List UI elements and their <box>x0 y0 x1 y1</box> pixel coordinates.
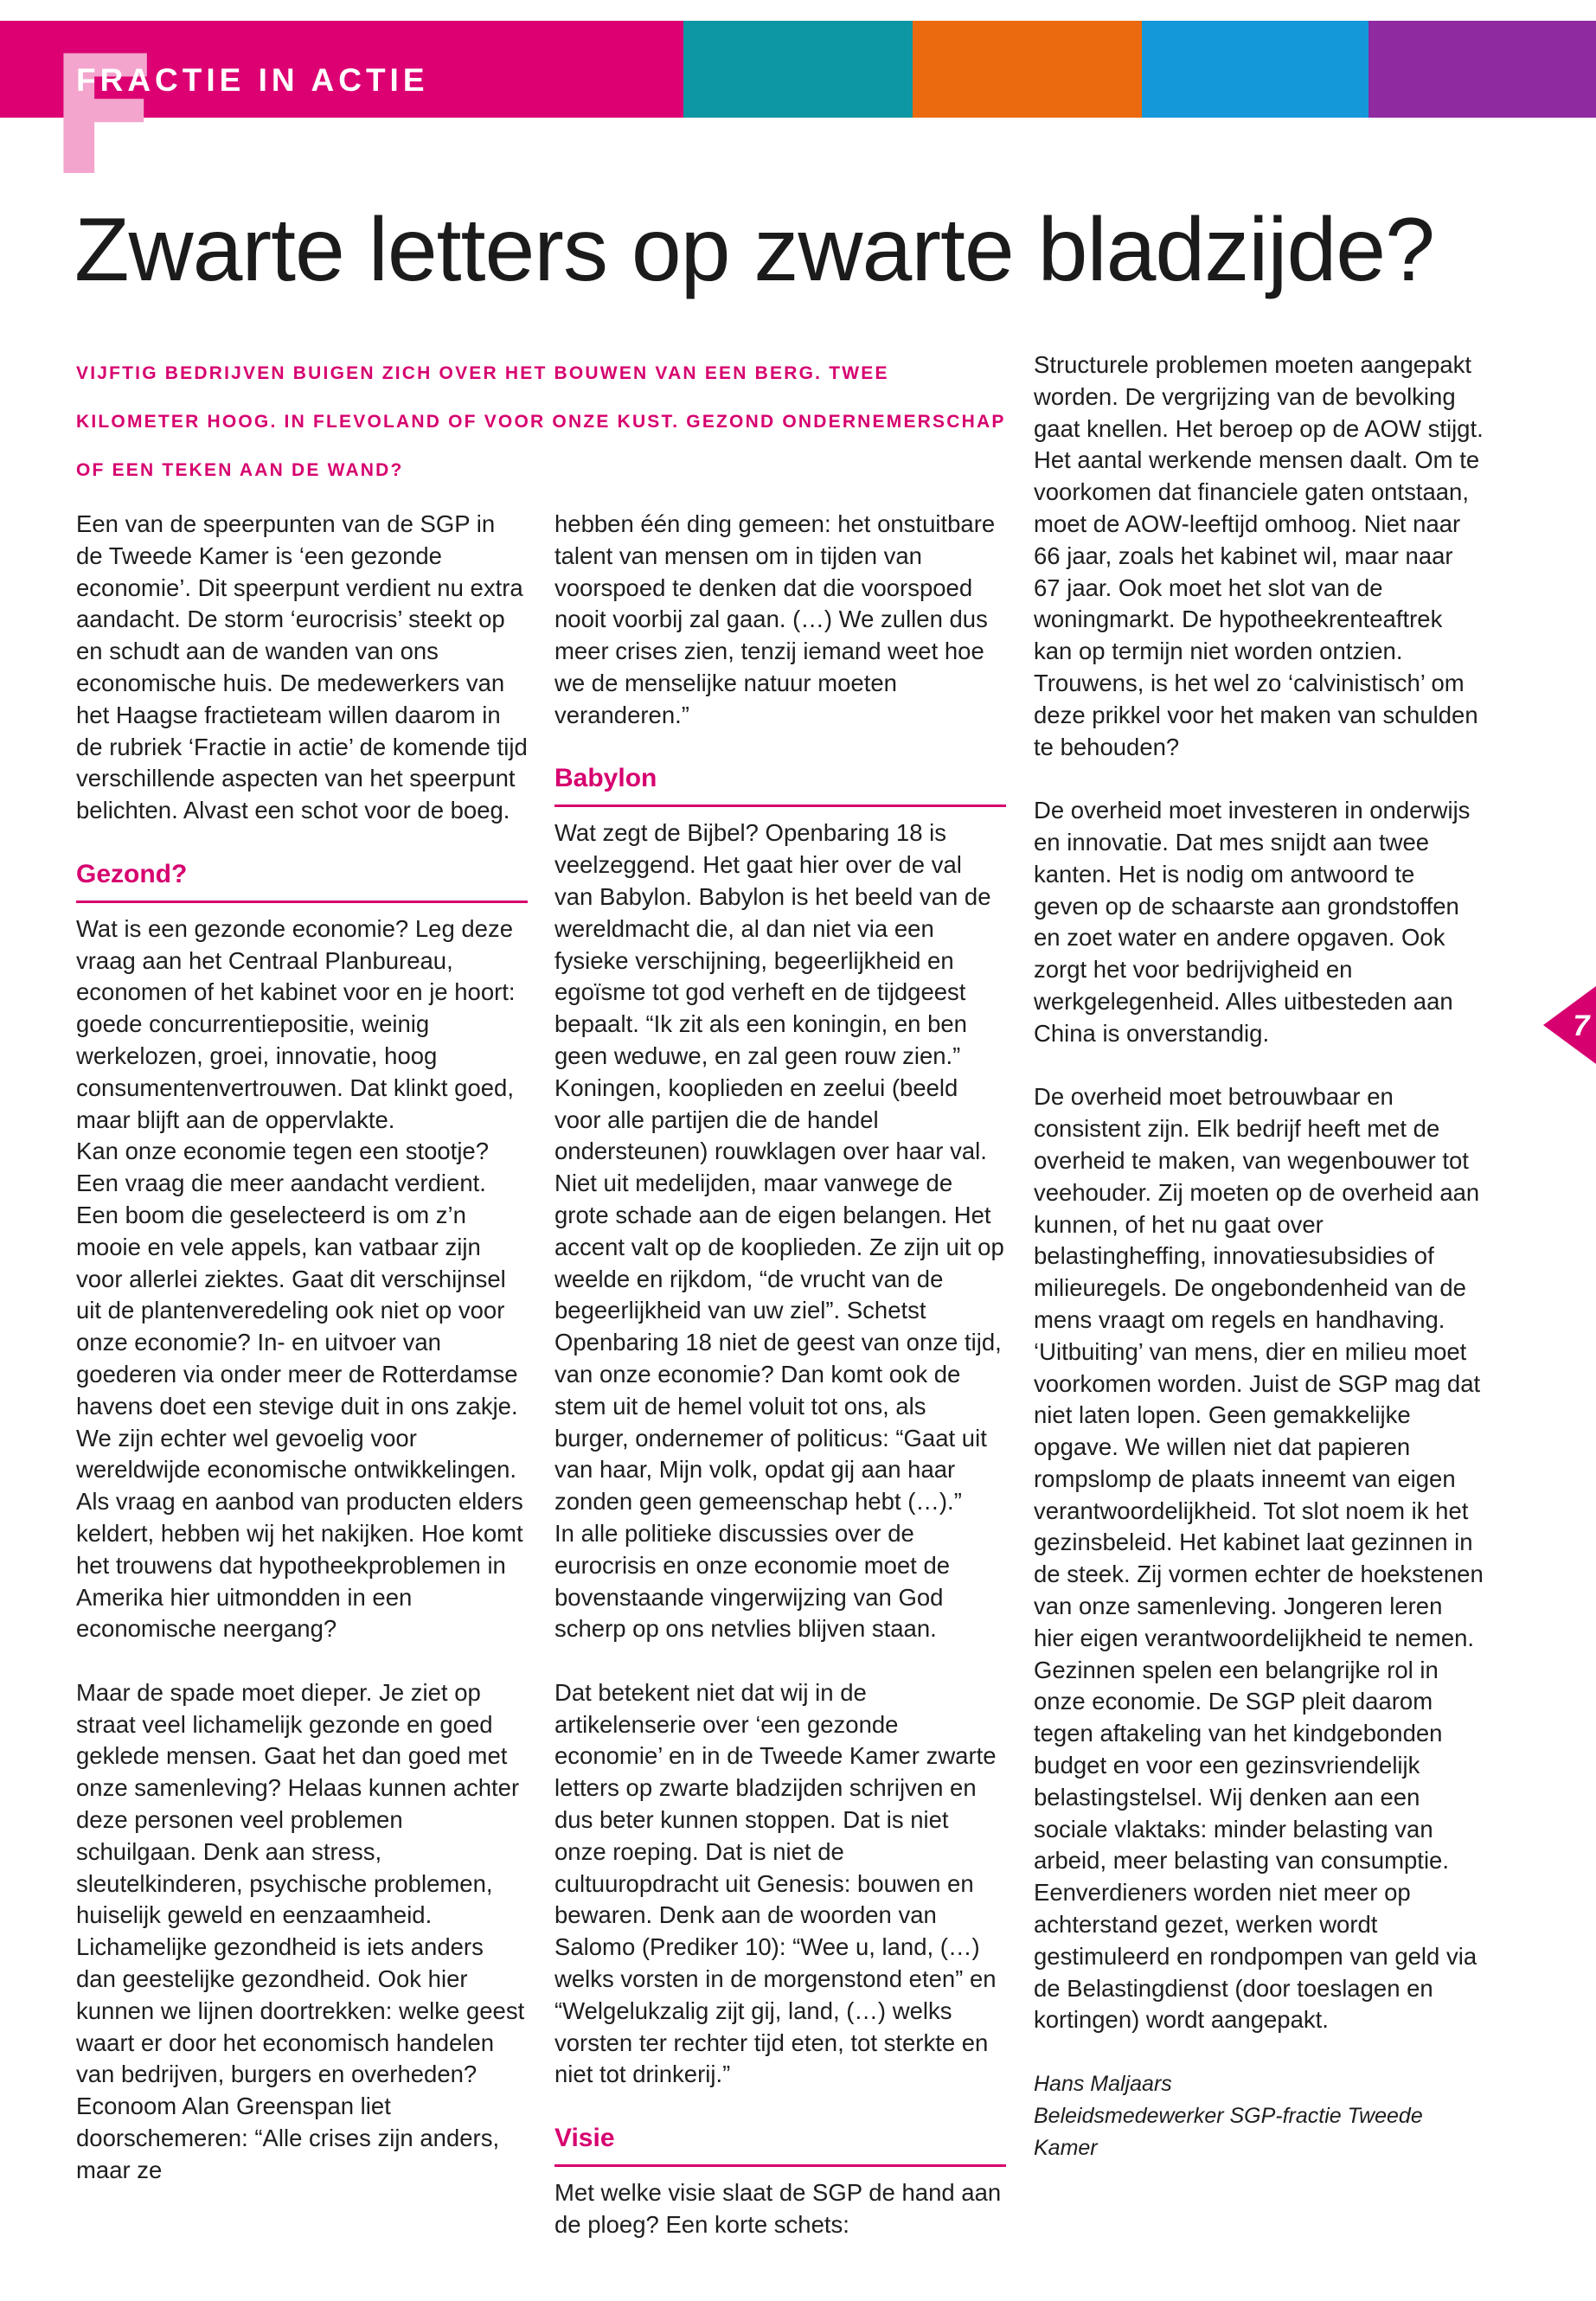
page-number: 7 <box>1573 1009 1590 1042</box>
paragraph: De overheid moet betrouwbaar en consistent zijn. Elk bedrijf heeft met de overheid te maken, van wegenbouwer tot veehouder. Zij moeten op de overheid aan kunnen, of het nu gaat over belastingheffing, innovatiesubsidies of milieuregels. De ongebondenheid van de mens vraagt om regels en handhaving. ‘Uitbuiting’ van mens, dier en milieu moet voorkomen worden. Juist de SGP mag dat niet laten lopen. Geen gemakkelijke opgave. We willen niet dat papieren rompslomp de plaats inneemt van eigen verantwoordelijkheid. Tot slot noem ik het gezinsbeleid. Het kabinet laat gezinnen in de steek. Zij vormen echter de hoekstenen van onze samenleving. Jongeren leren hier eigen verantwoordelijkheid te nemen. Gezinnen spelen een belangrijke rol in onze economie. De SGP pleit daarom tegen aftakeling van het kindgebonden budget en voor een gezinsvriendelijk belastingstelsel. Wij denken aan een sociale vlaktaks: minder belasting van arbeid, meer belasting van consumptie. Eenverdieners worden niet meer op achterstand gezet, werken wordt gestimuleerd en rondpompen van geld via de Belastingdienst (door toeslagen en kortingen) wordt aangepakt. <box>1034 1083 1484 2034</box>
subheading-babylon: Babylon <box>554 763 1006 807</box>
section-initial: F <box>48 21 161 212</box>
subheading-visie: Visie <box>554 2123 1006 2167</box>
header-band-blue <box>1142 21 1368 118</box>
paragraph: Wat is een gezonde economie? Leg deze vraag aan het Centraal Planbureau, economen of het kabinet voor en je hoort: goede concurrentiepositie, weinig werkelozen, groei, innovatie, hoog consumentenvertrouwen. Dat klinkt goed, maar blijft aan de oppervlakte. <box>76 914 516 1133</box>
header-band-orange <box>913 21 1142 118</box>
author-name: Hans Maljaars <box>1034 2072 1172 2097</box>
column-1 <box>76 509 528 2187</box>
paragraph: Dat betekent niet dat wij in de artikelenserie over ‘een gezonde economie’ en in de Tweede Kamer zwarte letters op zwarte bladzijden schrijven en dus beter kunnen stoppen. Dat is niet onze roeping. Dat is niet de cultuuropdracht uit Genesis: bouwen en bewaren. Denk aan de woorden van Salomo (Prediker 10): “Wee u, land, (…) welks vorsten in de morgenstond eten” en “Welgelukzalig zijt gij, land, (…) welks vorsten ter rechter tijd eten, tot sterkte en niet tot drinkerij.” <box>554 1678 997 2088</box>
paragraph: De overheid moet investeren in onderwijs en innovatie. Dat mes snijdt aan twee kanten. Het is nodig om antwoord te geven op de schaarste aan grondstoffen en zoet water en andere opgaven. Ook zorgt het voor bedrijvigheid en werkgelegenheid. Alles uitbesteden aan China is onverstandig. <box>1034 797 1471 1047</box>
paragraph: Structurele problemen moeten aangepakt worden. De vergrijzing van de bevolking gaat knellen. Het beroep op de AOW stijgt. Het aantal werkende mensen daalt. Om te voorkomen dat financiele gaten ontstaan, moet de AOW-leeftijd omhoog. Niet naar 66 jaar, zoals het kabinet wil, maar naar 67 jaar. Ook moet het slot van de woningmarkt. De hypotheekrenteaftrek kan op termijn niet worden ontzien. Trouwens, is het wel zo ‘calvinistisch’ om deze prikkel voor het maken van schulden te behouden? <box>1034 351 1484 760</box>
paragraph: Wat zegt de Bijbel? Openbaring 18 is veelzeggend. Het gaat hier over de val van Babylon. Babylon is het beeld van de wereldmacht die, al dan niet via een fysieke verschijning, begeerlijkheid en egoïsme tot god verheft en de tijdgeest bepaalt. “Ik zit als een koningin, en ben geen weduwe, en zal geen rouw zien.” Koningen, kooplieden en zeelui (beeld voor alle partijen die de handel ondersteunen) rouwklagen over haar val. Niet uit medelijden, maar vanwege de grote schade aan de eigen belangen. Het accent valt op de kooplieden. Ze zijn uit op weelde en rijkdom, “de vrucht van de begeerlijkheid van uw ziel”. Schetst Openbaring 18 niet de geest van onze tijd, van onze economie? Dan komt ook de stem uit de hemel voluit tot ons, als burger, ondernemer of politicus: “Gaat uit van haar, Mijn volk, opdat gij aan haar zonden geen gemeenschap hebt (…).” <box>554 819 1004 1516</box>
article-intro: VIJFTIG BEDRIJVEN BUIGEN ZICH OVER HET BOUWEN VAN EEN BERG. TWEE KILOMETER HOOG. IN FLEVOLAND OF VOOR ONZE KUST. GEZOND ONDERNEMERSCHAP OF EEN TEKEN AAN DE WAND? <box>76 363 1006 480</box>
column-2 <box>554 509 1006 2241</box>
author-block <box>1034 2068 1484 2163</box>
section-label: FRACTIE IN ACTIE <box>76 62 429 98</box>
subheading-gezond: Gezond? <box>76 859 528 903</box>
paragraph: Een van de speerpunten van de SGP in de Tweede Kamer is ‘een gezonde economie’. Dit speerpunt verdient nu extra aandacht. De storm ‘eurocrisis’ steekt op en schudt aan de wanden van ons economische huis. De medewerkers van het Haagse fractieteam willen daarom in de rubriek ‘Fractie in actie’ de komende tijd verschillende aspecten van het speerpunt belichten. Alvast een schot voor de boeg. <box>76 510 528 824</box>
paragraph: Kan onze economie tegen een stootje? Een vraag die meer aandacht verdient. Een boom die geselecteerd is om z’n mooie en vele appels, kan vatbaar zijn voor allerlei ziektes. Gaat dit verschijnsel uit de plantenveredeling ook niet op voor onze economie? In- en uitvoer van goederen via onder meer de Rotterdamse havens doet een stevige duit in ons zakje. We zijn echter wel gevoelig voor wereldwijde economische ontwikkelingen. Als vraag en aanbod van producten elders keldert, hebben wij het nakijken. Hoe komt het trouwens dat hypotheekproblemen in Amerika hier uitmondden in een economische neergang? <box>76 1138 523 1643</box>
header-band-teal <box>683 21 913 118</box>
page-number-marker <box>1543 986 1596 1064</box>
article-title: Zwarte letters op zwarte bladzijde? <box>74 200 1434 300</box>
column-3 <box>1034 349 1484 2163</box>
paragraph: Met welke visie slaat de SGP de hand aan de ploeg? Een korte schets: <box>554 2179 1002 2238</box>
paragraph: hebben één ding gemeen: het onstuitbare talent van mensen om in tijden van voorspoed te denken dat die voorspoed nooit voorbij zal gaan. (…) We zullen dus meer crises zien, tenzij iemand weet hoe we de menselijke natuur moeten veranderen.” <box>554 510 996 728</box>
header-band-purple <box>1368 21 1596 118</box>
author-role: Beleidsmedewerker SGP-fractie Tweede Kamer <box>1034 2103 1423 2160</box>
paragraph: Econoom Alan Greenspan liet doorschemeren: “Alle crises zijn anders, maar ze <box>76 2093 500 2183</box>
paragraph: Maar de spade moet dieper. Je ziet op straat veel lichamelijk gezonde en goed geklede mensen. Gaat het dan goed met onze samenleving? Helaas kunnen achter deze personen veel problemen schuilgaan. Denk aan stress, sleutelkinderen, psychische problemen, huiselijk geweld en eenzaamheid. Lichamelijke gezondheid is iets anders dan geestelijke gezondheid. Ook hier kunnen we lijnen doortrekken: welke geest waart er door het economisch handelen van bedrijven, burgers en overheden? <box>76 1678 525 2088</box>
paragraph: In alle politieke discussies over de eurocrisis en onze economie moet de bovenstaande vingerwijzing van God scherp op ons netvlies blijven staan. <box>554 1519 951 1643</box>
